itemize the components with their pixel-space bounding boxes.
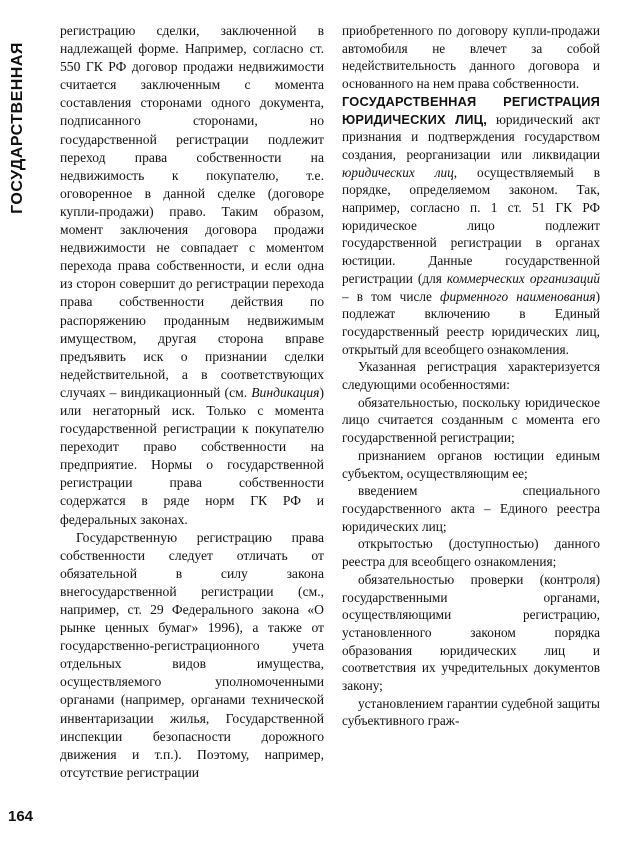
- list-item: признанием органов юстиции единым субъектом, осуществляющим ее;: [342, 447, 600, 481]
- running-header-text: ГОСУДАРСТВЕННАЯ: [9, 42, 26, 214]
- cross-reference: Виндикация: [251, 384, 320, 400]
- paragraph-features-intro: Указанная регистрация характеризуется следующими особенностями:: [342, 359, 600, 393]
- cross-reference: фирменного наименования: [440, 288, 596, 304]
- list-item: открытостью (доступностью) данного реестра для всеобщего ознакомления;: [342, 536, 600, 570]
- cross-reference: коммерческих организаций: [446, 270, 600, 286]
- list-item: обязательностью проверки (контроля) государственными органами, осуществляющими регистрацию, установленного законом порядка образования юридических лиц и соответствия их учредительных документов закону;: [342, 571, 600, 694]
- dictionary-entry: ГОСУДАРСТВЕННАЯ РЕГИСТРАЦИЯ ЮРИДИЧЕСКИХ ЛИЦ, юридический акт признания и подтверждения государством создания, реорганизации или ликвидации юридических лиц, осуществляемый в порядке, определяемом законом. Так, например, согласно п. 1 ст. 51 ГК РФ юридическое лицо подлежит государственной регистрации в органах юстиции. Данные государственной регистрации (для коммерческих организаций – в том числе фирменного наименования) подлежат включению в Единый государственный реестр юридических лиц, открытый для всеобщего ознакомления.: [342, 93, 600, 357]
- left-column: [60, 22, 324, 782]
- entry-term: ГОСУДАРСТВЕННАЯ РЕГИСТРАЦИЯ ЮРИДИЧЕСКИХ ЛИЦ,: [342, 93, 600, 127]
- running-header: [4, 18, 32, 238]
- paragraph-distinction: Государственную регистрацию права собственности следует отличать от обязательной в силу закона внегосударственной регистрации (см., например, ст. 29 Федерального закона «О рынке ценных бумаг» 1996), а также от государственно-регистрационного учета отдельных видов имущества, осуществляемого уполномоченными органами (например, органами технической инвентаризации жилья, Государственной инспекции безопасности дорожного движения и т.п.). Поэтому, например, отсутствие регистрации: [60, 529, 324, 780]
- paragraph-registration-transaction: регистрацию сделки, заключенной в надлежащей форме. Например, согласно ст. 550 ГК РФ договор продажи недвижимости считается заключенным с момента составления сторонами одного документа, подписанного сторонами, но государственной регистрации подлежит переход права собственности на недвижимость к покупателю, т.е. оговоренное в данной сделке (договоре купли-продажи) право. Таким образом, момент заключения договора продажи недвижимости не совпадает с моментом перехода права собственности, и если одна из сторон совершит до регистрации перехода права собственности действия по распоряжению проданным недвижимым имуществом, другая сторона вправе предъявить иск о признании сделки недействительной, а в соответствующих случаях – виндикационный (см. Виндикация) или негаторный иск. Только с момента государственной регистрации к покупателю переходит право собственности на предприятие. Нормы о государственной регистрации права собственности содержатся в ряде норм ГК РФ и федеральных законах.: [60, 23, 324, 527]
- page-number: 164: [8, 808, 34, 825]
- paragraph-continuation: приобретенного по договору купли-продажи автомобиля не влечет за собой недействительность данного договора и основанного на нем права собственности.: [342, 23, 600, 92]
- right-column: [342, 22, 600, 730]
- list-item: введением специального государственного акта – Единого реестра юридических лиц;: [342, 483, 600, 534]
- cross-reference: юридических лиц: [342, 164, 454, 180]
- list-item: установлением гарантии судебной защиты субъективного граж-: [342, 695, 600, 729]
- list-item: обязательностью, поскольку юридическое лицо считается созданным с момента его государственной регистрации;: [342, 394, 600, 446]
